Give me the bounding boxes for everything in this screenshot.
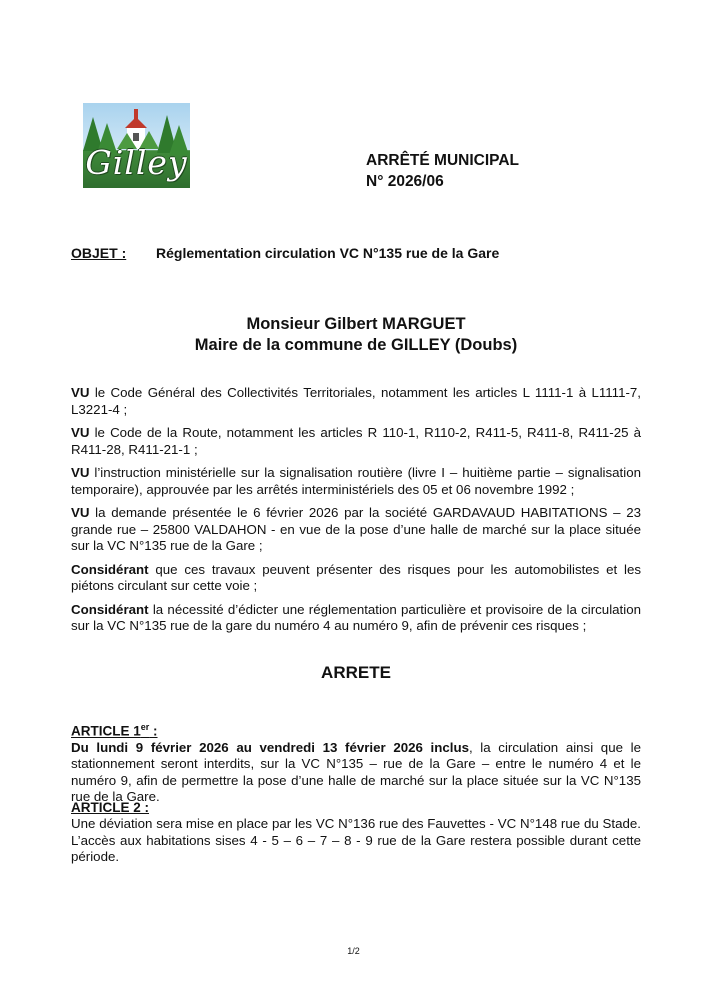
mayor-name: Monsieur Gilbert MARGUET (246, 315, 466, 333)
mayor-role: Maire de la commune de GILLEY (Doubs) (194, 336, 518, 354)
article-1-title-text: ARTICLE 1 (71, 723, 141, 739)
document-title: ARRÊTÉ MUNICIPAL (366, 152, 519, 169)
arrete-heading: ARRETE (321, 663, 391, 682)
document-title-block (366, 150, 519, 192)
considerations-list (71, 385, 641, 642)
article-2-body: Une déviation sera mise en place par les VC N°136 rue des Fauvettes - VC N°148 rue du Stade. L’accès aux habitations sises 4 - 5 – 6 – 7 – 8 - 9 rue de la Gare restera possible durant cette période. (71, 816, 641, 864)
page-number: 1/2 (347, 946, 360, 956)
objet-line (71, 245, 500, 261)
consideration-item (71, 602, 641, 635)
document-number: N° 2026/06 (366, 173, 444, 190)
consideration-item (71, 562, 641, 595)
consideration-item (71, 385, 641, 418)
article-1-title-colon: : (149, 723, 158, 739)
article-2 (71, 799, 641, 866)
consideration-lead: VU (71, 425, 90, 440)
consideration-text: l’instruction ministérielle sur la signalisation routière (livre I – huitième partie – signalisation temporaire), approuvée par les arrêtés interministériels des 05 et 06 novembre 1992 ; (71, 465, 641, 497)
consideration-lead: Considérant (71, 561, 149, 577)
logo-wordmark: Gilley (85, 143, 188, 182)
objet-text: Réglementation circulation VC N°135 rue de la Gare (156, 245, 500, 261)
consideration-item (71, 465, 641, 498)
consideration-lead: VU (71, 465, 90, 480)
consideration-lead: VU (71, 385, 90, 400)
consideration-text: le Code de la Route, notamment les articles R 110-1, R110-2, R411-5, R411-8, R411-25 à R411-28, R411-21-1 ; (71, 425, 641, 457)
consideration-item (71, 425, 641, 458)
consideration-text: que ces travaux peuvent présenter des risques pour les automobilistes et les piétons circulant sur cette voie ; (71, 561, 641, 593)
consideration-item (71, 505, 641, 555)
consideration-text: le Code Général des Collectivités Territoriales, notamment les articles L 1111-1 à L1111-7, L3221-4 ; (71, 385, 641, 417)
municipal-logo (83, 103, 190, 188)
article-1-text: , la circulation ainsi que le stationnement seront interdits, sur la VC N°135 – rue de la Gare – entre le numéro 4 et le numéro 9, afin de permettre la pose d’une halle de marché sur la place située sur la VC N°135 rue de la Gare. (71, 739, 641, 804)
consideration-lead: Considérant (71, 601, 149, 617)
article-1-title-sup: er (140, 722, 150, 732)
article-1-title (71, 719, 641, 740)
article-1-dates: Du lundi 9 février 2026 au vendredi 13 février 2026 inclus (71, 739, 469, 755)
article-1 (71, 719, 641, 806)
consideration-text: la demande présentée le 6 février 2026 par la société GARDAVAUD HABITATIONS – 23 grande rue – 25800 VALDAHON - en vue de la pose d’une halle de marché sur la place située sur la VC N°135 rue de la Gare ; (71, 505, 641, 553)
article-2-title: ARTICLE 2 : (71, 800, 150, 815)
article-1-body (71, 740, 641, 806)
objet-label: OBJET : (71, 245, 127, 261)
mayor-block (71, 314, 641, 356)
consideration-lead: VU (71, 505, 90, 520)
consideration-text: la nécessité d’édicter une réglementation particulière et provisoire de la circulation sur la VC N°135 rue de la gare du numéro 4 au numéro 9, afin de prévenir ces risques ; (71, 601, 641, 633)
